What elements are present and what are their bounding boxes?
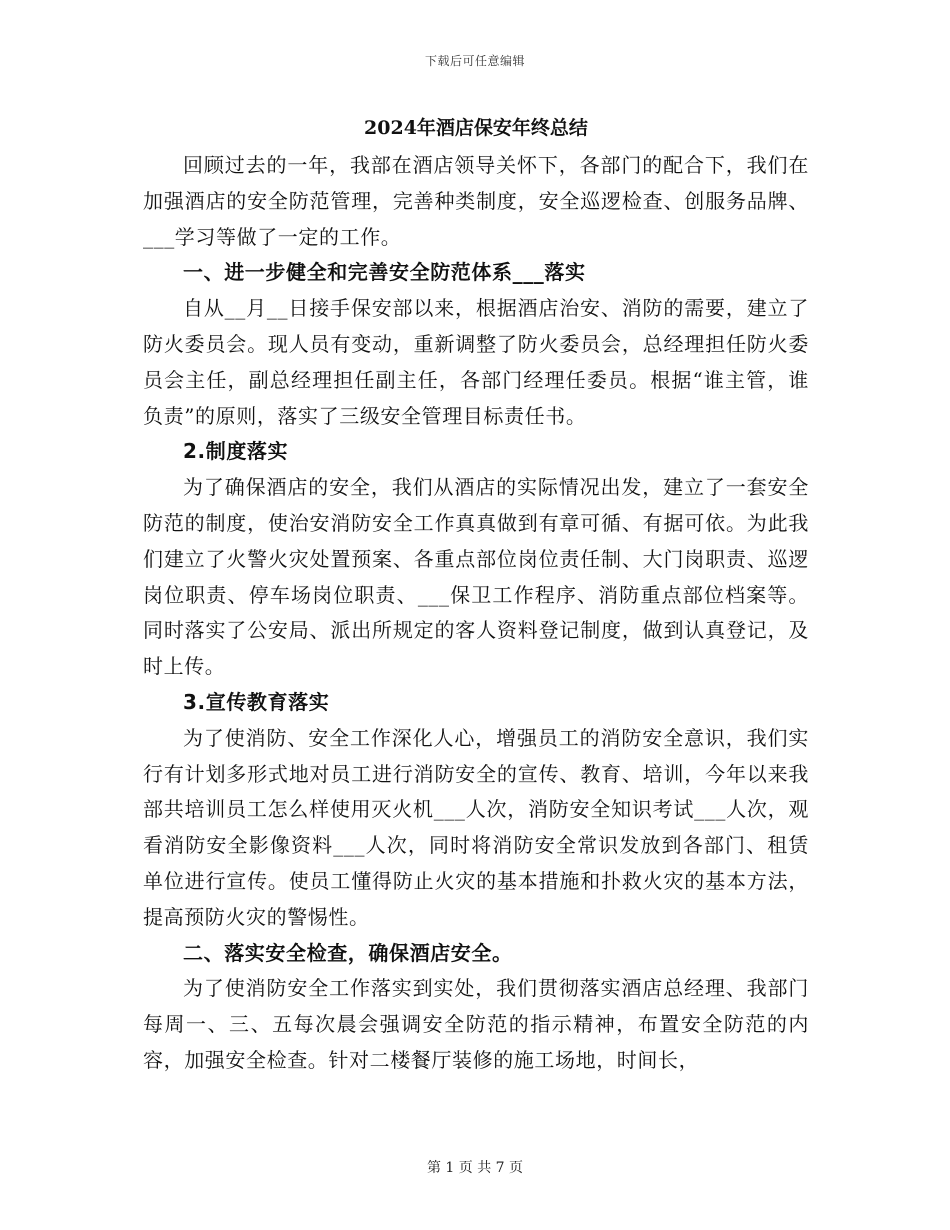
- section-1-paragraph: 自从__月__日接手保安部以来，根据酒店治安、消防的需要，建立了防火委员会。现人员有变动，重新调整了防火委员会，总经理担任防火委员会主任，副总经理担任副主任，各部门经理任委员。根据“谁主管，谁负责”的原则，落实了三级安全管理目标责任书。: [143, 296, 809, 428]
- subsection-3-paragraph: 为了使消防、安全工作深化人心，增强员工的消防安全意识，我们实行有计划多形式地对员工进行消防安全的宣传、教育、培训，今年以来我部共培训员工怎么样使用灭火机___人次，消防安全知识考试___人次，观看消防安全影像资料___人次，同时将消防安全常识发放到各部门、租赁单位进行宣传。使员工懂得防止火灾的基本措施和扑救火灾的基本方法，提高预防火灾的警惕性。: [143, 725, 809, 929]
- page-header-note: 下载后可任意编辑: [424, 54, 525, 68]
- section-1-heading: 一、进一步健全和完善安全防范体系___落实: [183, 260, 586, 285]
- subsection-2-heading: 2.制度落实: [183, 439, 289, 464]
- page-number: 第 1 页 共 7 页: [426, 1160, 524, 1176]
- document-body: [143, 112, 809, 1079]
- subsection-3-heading: 3.宣传教育落实: [183, 689, 330, 714]
- section-2-paragraph: 为了使消防安全工作落实到实处，我们贯彻落实酒店总经理、我部门每周一、三、五每次晨会强调安全防范的指示精神，布置安全防范的内容，加强安全检查。针对二楼餐厅装修的施工场地，时间长，: [143, 976, 809, 1072]
- subsection-2-paragraph: 为了确保酒店的安全，我们从酒店的实际情况出发，建立了一套安全防范的制度，使治安消防安全工作真真做到有章可循、有据可依。为此我们建立了火警火灾处置预案、各重点部位岗位责任制、大门岗职责、巡逻岗位职责、停车场岗位职责、___保卫工作程序、消防重点部位档案等。同时落实了公安局、派出所规定的客人资料登记制度，做到认真登记，及时上传。: [143, 475, 809, 679]
- intro-paragraph: 回顾过去的一年，我部在酒店领导关怀下，各部门的配合下，我们在加强酒店的安全防范管理，完善种类制度，安全巡逻检查、创服务品牌、___学习等做了一定的工作。: [143, 153, 809, 249]
- section-2-heading: 二、落实安全检查，确保酒店安全。: [183, 940, 513, 965]
- document-title: 2024年酒店保安年终总结: [364, 117, 588, 139]
